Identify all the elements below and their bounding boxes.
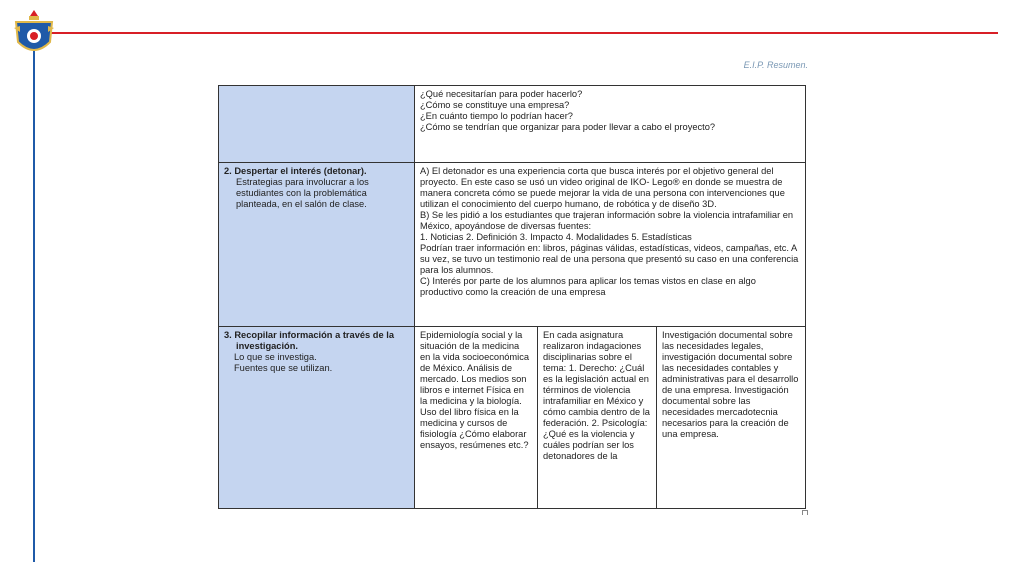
row2-heading: 2. Despertar el interés (detonar). xyxy=(224,166,367,176)
row3-left-cell xyxy=(219,327,415,509)
content-table xyxy=(218,85,806,509)
row3-col1-cell xyxy=(415,327,538,509)
row3-col3-cell xyxy=(657,327,806,509)
table-row xyxy=(219,163,806,327)
table-row xyxy=(219,327,806,509)
row2-description: Estrategias para involucrar a los estudiantes con la problemática planteada, en el salón de clase. xyxy=(236,177,369,209)
row1-left-cell xyxy=(219,86,415,163)
research-text: Investigación documental sobre las necesidades legales, investigación documental sobre las necesidades contables y administrativas para el desarrollo de una empresa. Investigación documental sobre las necesidades mercadotecnia necesarios para la creación de una empresa. xyxy=(662,330,799,439)
document-header-note: E.I.P. Resumen. xyxy=(743,60,808,70)
row1-questions-cell xyxy=(415,86,806,163)
row2-left-cell xyxy=(219,163,415,327)
top-red-rule xyxy=(36,32,998,34)
question-line: ¿En cuánto tiempo lo podrían hacer? xyxy=(420,111,573,121)
row3-col2-cell xyxy=(538,327,657,509)
paragraph: Podrían traer información en: libros, páginas válidas, estadísticas, videos, campañas, etc. A su vez, se tuvo un testimonio real de una persona que presentó su caso en una conferencia para los alumnos. xyxy=(420,243,799,275)
row3-heading-cont: investigación. xyxy=(236,341,298,351)
left-blue-rule xyxy=(33,40,35,562)
question-line: ¿Qué necesitarían para poder hacerlo? xyxy=(420,89,583,99)
paragraph: A) El detonador es una experiencia corta que busca interés por el objetivo general del proyecto. En este caso se usó un video original de IKO- Lego® en donde se muestra de manera concreta cómo se puede mejorar la vida de una persona con intervenciones que utilizan el conocimiento del cuerpo humano, de robótica y de diseño 3D. xyxy=(420,166,785,209)
paragraph: C) Interés por parte de los alumnos para aplicar los temas vistos en clase en algo productivo como la creación de una empresa xyxy=(420,276,756,297)
question-line: ¿Cómo se tendrían que organizar para poder llevar a cabo el proyecto? xyxy=(420,122,716,132)
question-line: ¿Cómo se constituye una empresa? xyxy=(420,100,570,110)
research-text: Epidemiología social y la situación de la medicina en la vida socioeconómica de México. Análisis de mercado. Los medios son libros e internet Física en la medicina y la biología. Uso del libro física en la medicina y cursos de fisiología ¿Cómo elaborar ensayos, resúmenes etc.? xyxy=(420,330,530,450)
table-row xyxy=(219,86,806,163)
row3-item: Lo que se investiga. xyxy=(234,352,317,362)
crest-logo-icon xyxy=(12,8,56,60)
page-corner-mark xyxy=(802,510,808,515)
paragraph: 1. Noticias 2. Definición 3. Impacto 4. Modalidades 5. Estadísticas xyxy=(420,232,692,242)
research-text: En cada asignatura realizaron indagaciones disciplinarias sobre el tema: 1. Derecho: ¿Cuál es la legislación actual en términos de violencia intrafamiliar en México y cómo cambia dentro de la federación. 2. Psicología: ¿Qué es la violencia y cuáles podrían ser los detonadores de la xyxy=(543,330,650,461)
paragraph: B) Se les pidió a los estudiantes que trajeran información sobre la violencia intrafamiliar en México, apoyándose de diversas fuentes: xyxy=(420,210,794,231)
row2-content-cell xyxy=(415,163,806,327)
row3-heading: 3. Recopilar información a través de la xyxy=(224,330,394,340)
row3-item: Fuentes que se utilizan. xyxy=(234,363,333,373)
